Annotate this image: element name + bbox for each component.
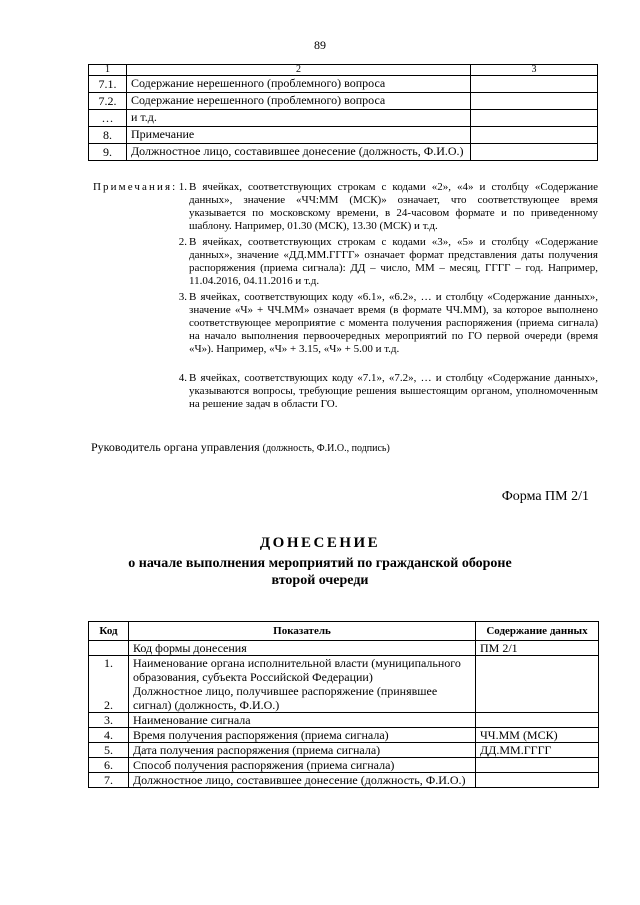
row-code: 7.1. — [89, 76, 127, 93]
note-item — [178, 236, 598, 288]
document-subtitle — [0, 555, 640, 589]
row-text: Содержание нерешенного (проблемного) вопроса — [127, 93, 471, 110]
subtitle-line: о начале выполнения мероприятий по гражданской обороне — [128, 556, 512, 571]
note-item — [178, 372, 598, 411]
subtitle-line: второй очереди — [271, 573, 369, 588]
row-text: Код формы донесения — [129, 641, 476, 656]
row-value — [476, 656, 599, 713]
row-text: Наименование сигнала — [129, 713, 476, 728]
row-text: Способ получения распоряжения (приема сигнала) — [129, 758, 476, 773]
note-item — [178, 181, 598, 233]
row-code: 8. — [89, 127, 127, 144]
table-row — [89, 641, 599, 656]
note-text: В ячейках, соответствующих коду «7.1», «7.2», … и столбцу «Содержание данных», указываются вопросы, требующие решения вышестоящим органом, уполномоченным на решение задач в области ГО. — [189, 372, 598, 410]
table-row — [89, 773, 599, 788]
row-text-value: Наименование органа исполнительной власти (муниципального образования, субъекта Российской Федерации) — [133, 656, 461, 684]
row-code-value: 1. — [104, 656, 113, 670]
row-code: 9. — [89, 144, 127, 161]
note-item — [178, 291, 598, 356]
signature-role: Руководитель органа управления — [91, 440, 260, 454]
top-table — [88, 64, 598, 161]
row-text: Дата получения распоряжения (приема сигнала) — [129, 743, 476, 758]
form-identifier: Форма ПМ 2/1 — [501, 489, 589, 504]
report-table — [88, 621, 599, 788]
header-row — [89, 622, 599, 641]
row-value: ПМ 2/1 — [476, 641, 599, 656]
row-code: 5. — [89, 743, 129, 758]
column-number-row — [89, 65, 598, 76]
table-row — [89, 93, 598, 110]
row-text: Время получения распоряжения (приема сигнала) — [129, 728, 476, 743]
row-text: Должностное лицо, составившее донесение (должность, Ф.И.О.) — [129, 773, 476, 788]
table-row — [89, 758, 599, 773]
column-number: 1 — [89, 65, 127, 76]
signature-line — [91, 440, 390, 455]
header-content: Содержание данных — [476, 622, 599, 641]
header-code: Код — [89, 622, 129, 641]
table-row — [89, 656, 599, 713]
column-number: 3 — [471, 65, 598, 76]
document-title: ДОНЕСЕНИЕ — [259, 535, 381, 551]
row-value — [476, 713, 599, 728]
table-row — [89, 144, 598, 161]
row-text — [129, 656, 476, 713]
row-code: 7. — [89, 773, 129, 788]
row-code: 6. — [89, 758, 129, 773]
row-code: 4. — [89, 728, 129, 743]
notes-label: Примечания: — [93, 181, 178, 193]
row-value — [476, 758, 599, 773]
row-text: Должностное лицо, составившее донесение (должность, Ф.И.О.) — [127, 144, 471, 161]
row-code — [89, 641, 129, 656]
row-value — [471, 110, 598, 127]
row-value — [471, 76, 598, 93]
row-value: ДД.ММ.ГГГГ — [476, 743, 599, 758]
row-code: … — [89, 110, 127, 127]
table-row — [89, 110, 598, 127]
row-code: 3. — [89, 713, 129, 728]
row-value — [476, 773, 599, 788]
note-number: 1. — [178, 181, 187, 193]
page-number: 89 — [314, 38, 326, 52]
column-number: 2 — [127, 65, 471, 76]
row-text: Примечание — [127, 127, 471, 144]
table-row — [89, 713, 599, 728]
table-row — [89, 728, 599, 743]
row-value — [471, 144, 598, 161]
note-number: 4. — [178, 372, 187, 384]
note-text: В ячейках, соответствующих строкам с кодами «2», «4» и столбцу «Содержание данных», значение «ЧЧ:ММ (МСК)» означает, что соответствующее время указывается по московскому времени, в 24-часовом формате и по приведенному шаблону. Например, 01.30 (МСК), 13.30 (МСК) и т.д. — [189, 181, 598, 232]
row-code — [89, 656, 129, 713]
table-row — [89, 743, 599, 758]
row-text: Содержание нерешенного (проблемного) вопроса — [127, 76, 471, 93]
row-value — [471, 93, 598, 110]
note-text: В ячейках, соответствующих коду «6.1», «6.2», … и столбцу «Содержание данных», значение «Ч» + ЧЧ.ММ» означает время (в формате ЧЧ.ММ), за которое выполнено соответствующее мероприятие с момента получения распоряжения (приема сигнала) на начало выполнения первоочередных мероприятий по ГО первой очереди (время «Ч»). Например, «Ч» + 3.15, «Ч» + 5.00 и т.д. — [189, 291, 598, 355]
row-code-value: 2. — [104, 698, 113, 712]
header-indicator: Показатель — [129, 622, 476, 641]
row-code: 7.2. — [89, 93, 127, 110]
note-number: 2. — [178, 236, 187, 248]
table-row — [89, 76, 598, 93]
table-row — [89, 127, 598, 144]
note-number: 3. — [178, 291, 187, 303]
row-text-value: Должностное лицо, получившее распоряжение (принявшее сигнал) (должность, Ф.И.О.) — [133, 684, 438, 712]
row-text: и т.д. — [127, 110, 471, 127]
row-value: ЧЧ.ММ (МСК) — [476, 728, 599, 743]
row-value — [471, 127, 598, 144]
note-text: В ячейках, соответствующих строкам с кодами «3», «5» и столбцу «Содержание данных», значение «ДД.ММ.ГГГГ» означает формат представления даты получения распоряжения (приема сигнала): ДД – число, ММ – месяц, ГГГГ – год. Например, 11.04.2016, 04.11.2016 и т.д. — [189, 236, 598, 287]
signature-detail: (должность, Ф.И.О., подпись) — [262, 443, 390, 454]
